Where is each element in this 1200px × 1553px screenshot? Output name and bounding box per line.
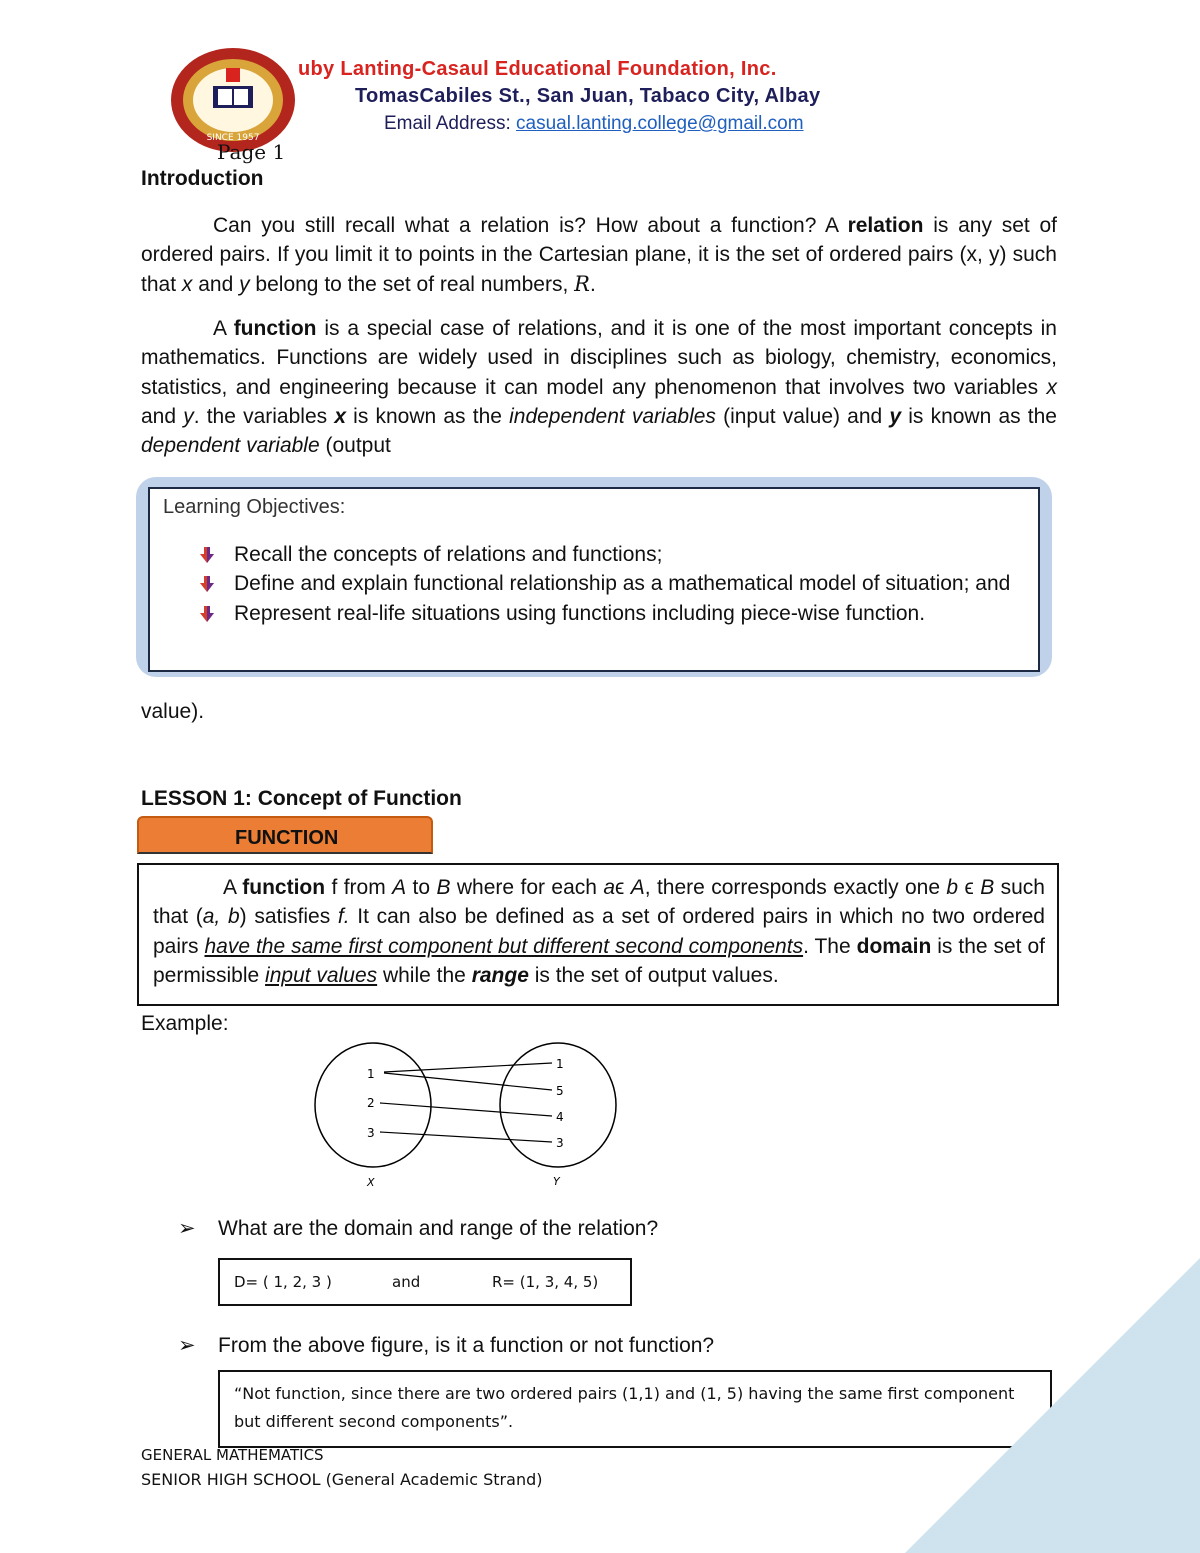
domain-label: X <box>367 1176 375 1189</box>
range-label: Y <box>553 1175 560 1188</box>
range-value: 4 <box>556 1110 564 1124</box>
answer-box-1 <box>218 1258 632 1306</box>
footer-strand: SENIOR HIGH SCHOOL (General Academic Strand) <box>141 1470 543 1489</box>
objectives-list <box>200 540 1030 628</box>
mapping-diagram <box>300 1035 630 1200</box>
lesson-title: LESSON 1: Concept of Function <box>141 787 462 810</box>
arrow-bullet-icon <box>200 576 214 592</box>
answer-conjunction: and <box>392 1273 421 1291</box>
domain-value: 2 <box>367 1096 375 1110</box>
intro-paragraph-2: A function is a special case of relations, and it is one of the most important concepts in mathematics. Functions are widely used in disciplines such as biology, chemistry, economics, statistics, and engineering because it can model any phenomenon that involves two variables x and y. the variables x is known as the independent variables (input value) and y is known as the dependent variable (output <box>141 317 1057 458</box>
arrow-bullet-icon: ➢ <box>178 1334 196 1357</box>
intro-paragraph-end: value). <box>141 700 205 723</box>
arrow-bullet-icon: ➢ <box>178 1217 196 1240</box>
domain-value: 1 <box>367 1067 375 1081</box>
range-value: 1 <box>556 1057 564 1071</box>
page-number: Page 1 <box>217 140 286 164</box>
range-value: 3 <box>556 1136 564 1150</box>
arrow-bullet-icon <box>200 606 214 622</box>
mapping-arrow <box>380 1103 552 1116</box>
list-item: Define and explain functional relationship as a mathematical model of situation; and <box>200 569 1030 598</box>
range-value: 5 <box>556 1084 564 1098</box>
question-2: ➢ From the above figure, is it a function or not function? <box>178 1334 715 1357</box>
answer-box-2: “Not function, since there are two ordered pairs (1,1) and (1, 5) having the same first component but different second components”. <box>218 1370 1052 1448</box>
footer-subject: GENERAL MATHEMATICS <box>141 1446 324 1464</box>
question-1: ➢ What are the domain and range of the relation? <box>178 1217 659 1240</box>
list-item: Recall the concepts of relations and functions; <box>200 540 1030 569</box>
mapping-arrow <box>384 1073 552 1090</box>
list-item: Represent real-life situations using functions including piece-wise function. <box>200 599 1030 628</box>
email-link[interactable]: casual.lanting.college@gmail.com <box>516 113 804 134</box>
mapping-arrow <box>380 1132 552 1142</box>
introduction-heading: Introduction <box>141 167 264 190</box>
example-label: Example: <box>141 1012 229 1035</box>
svg-text:SINCE 1957: SINCE 1957 <box>206 133 260 143</box>
range-answer: R= (1, 3, 4, 5) <box>492 1273 599 1291</box>
function-definition: A function f from A to B where for each aϵ A, there corresponds exactly one b ϵ B such that (a, b) satisfies f. It can also be defined as a set of ordered pairs in which no two ordered pairs have the same first component but different second components. The domain is the set of permissible input values while the range is the set of output values. <box>153 876 1045 987</box>
arrow-bullet-icon <box>200 547 214 563</box>
function-tab: FUNCTION <box>137 816 433 854</box>
email-line: Email Address: casual.lanting.college@gmail.com <box>384 113 804 134</box>
function-definition-box <box>137 863 1059 1006</box>
objectives-title: Learning Objectives: <box>163 496 346 518</box>
organization-name: uby Lanting-Casaul Educational Foundation, Inc. <box>298 58 777 80</box>
mapping-arrow <box>384 1063 552 1072</box>
intro-paragraph-1: Can you still recall what a relation is? How about a function? A relation is any set of ordered pairs. If you limit it to points in the Cartesian plane, it is the set of ordered pairs (x, y) such that x and y belong to the set of real numbers, R. <box>141 214 1057 296</box>
domain-answer: D= ( 1, 2, 3 ) <box>234 1273 332 1291</box>
domain-value: 3 <box>367 1126 375 1140</box>
school-address: TomasCabiles St., San Juan, Tabaco City, Albay <box>355 85 821 107</box>
corner-decoration <box>870 1223 1200 1553</box>
